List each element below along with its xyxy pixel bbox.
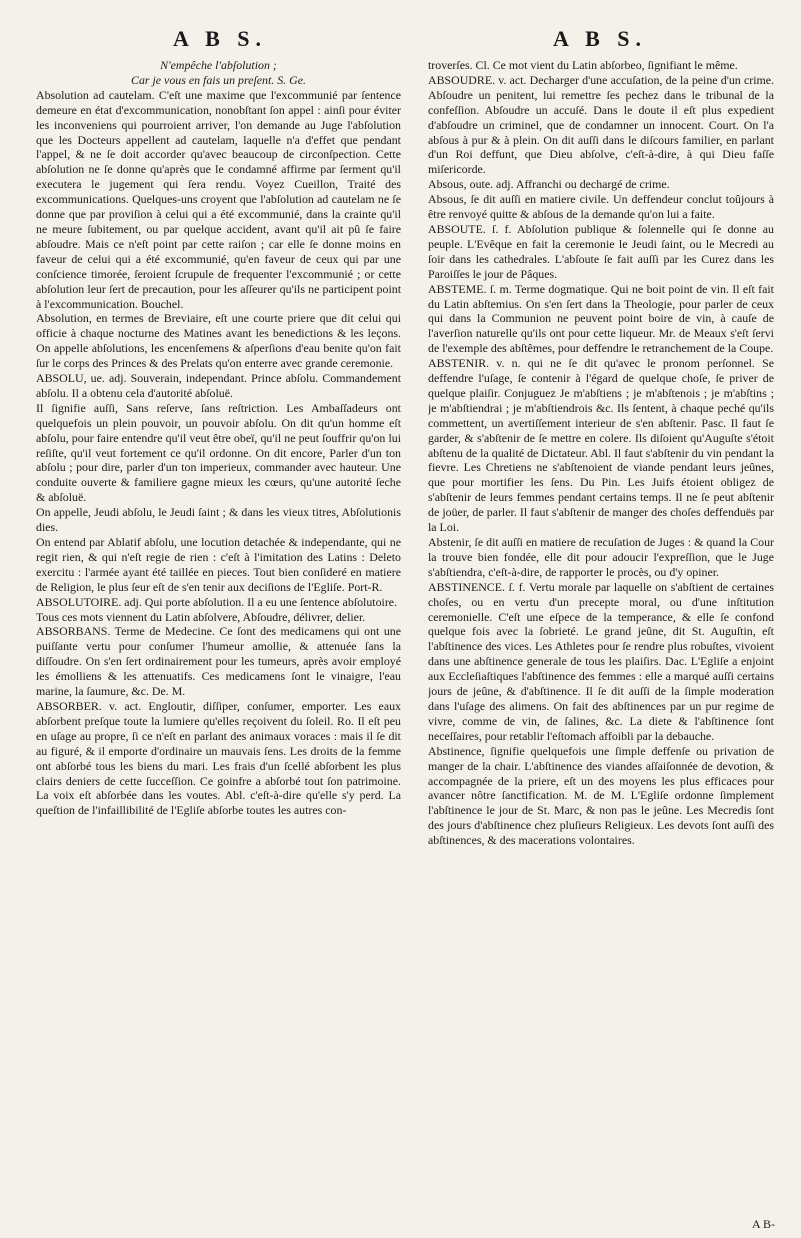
entry-absoute: ABSOUTE. ſ. f. Abſolution publique & ſolennelle qui ſe donne au peuple. L'Evêque en fait la ceremonie le Jeudi ſaint, ou le Mecredi au ſoir dans les cathedrales. L'abſoute ſe fait auſſi par les Curez dans les Paroiſſes le jour de Pâques. xyxy=(428,221,774,281)
verse-line: N'empêche l'abſolution ; xyxy=(160,58,277,72)
entry-absolu-sense: Il ſignifie auſſi, Sans reſerve, ſans reſtriction. Les Ambaſſadeurs ont quelquefois un plein pouvoir, un pouvoir abſolu. On dit qu'un homme eſt abſolu, pour faire entendre qu'il veut être obeï, qu'il ne peut ſouffrir qu'on lui reſiſte, qu'il veut fortement ce qu'il ordonne. On dit encore, Parler d'un ton abſolu ; pour dire, parler d'un ton imperieux, commander avec hauteur. Une conduite ouverte & familiere gagne mieux les cœurs, qu'une autorité ſeche & abſoluë. xyxy=(36,400,401,505)
running-head-right: A B S. xyxy=(552,26,648,51)
entry-absorber: ABSORBER. v. act. Engloutir, diſſiper, conſumer, emporter. Les eaux abſorbent preſque toute la lumiere qu'elles reçoivent du ſoleil. Ro. Il eſt peu en uſage au propre, ſi ce n'eſt en parlant des animaux voraces : mais il ſe dit au figuré, & il emporte d'ordinaire un mauvais ſens. Les droits de la femme ont abſorbé tous les biens du mari. Les frais d'un ſcellé abſorbent les plus clairs deniers de cette ſucceſſion. Ce goinfre a abſorbé tout ſon patrimoine. La voix eſt abſorbée dans les voutes. Abl. c'eſt-à-dire qu'elle s'y perd. La queſtion de l'infaillibilité de l'Egliſe abſorbe toutes les autres con- xyxy=(36,698,401,818)
entry-abstenir: ABSTENIR. v. n. qui ne ſe dit qu'avec le pronom perſonnel. Se deffendre l'uſage, ſe contenir à l'égard de quelque choſe, ſe priver de quelque plaiſir. Conjuguez Je m'abſtiens ; je m'abſtenois ; je m'abſtins ; je m'abſtiendrai ; je m'abſtiendrois &c. Ils ſentent, à chaque peché qu'ils commettent, un avertiſſement interieur de s'en abſtenir. Pasc. Il faut ſe garder, & s'abſtenir de ſe mettre en colere. Ils diſoient qu'Auguſte s'étoit abſtenu de la qualité de Dictateur. Abl. Il faut s'abſtenir du vin pendant la fievre. Les Chretiens ne s'abſtenoient de viande pendant leurs jeûnes, que pour mortifier les ſens. Du Pin. Les Juifs étoient obligez de s'abſtenir de leurs femmes pendant certains temps. Il ne ſe peut abſtenir de joüer, de parler. Il faut s'abſtenir de manger des choſes deffenduës par la Loi. xyxy=(428,356,774,535)
verse-line: Car je vous en fais un preſent. S. Ge. xyxy=(131,72,306,87)
entry-absoudre: ABSOUDRE. v. act. Decharger d'une accuſation, de la peine d'un crime. Abſoudre un penitent, lui remettre ſes pechez dans le tribunal de la confeſſion. Abſoudre un accuſé. Dans le doute il eſt plus expedient d'abſoudre un criminel, que de condamner un innocent. Court. On l'a abſous à pur & à plein. On dit auſſi dans le diſcours familier, en parlant d'un Roi deffunt, que Dieu abſolve, c'eſt-à-dire, à qui Dieu faſſe miſericorde. xyxy=(428,72,774,177)
running-head-left: A B S. xyxy=(172,26,268,51)
entry-absteme: ABSTEME. ſ. m. Terme dogmatique. Qui ne boit point de vin. Il eſt fait du Latin abſtemius. On s'en ſert dans la Theologie, pour parler de ceux qui dans la Communion ne peuvent point boire de vin, à cauſe de l'averſion naturelle qu'ils ont pour cette liqueur. Mr. de Meaux s'eſt ſervi de l'exemple des abſtêmes, pour deffendre le retranchement de la Coupe. xyxy=(428,281,774,356)
entry-abstenir-juges: Abstenir, ſe dit auſſi en matiere de recuſation de Juges : & quand la Cour la trouve bien fondée, elle dit pour adoucir l'expreſſion, que le Juge s'abſtiendra, c'eſt-à-dire, de rapporter le procès, ou d'y opiner. xyxy=(428,535,774,579)
left-column xyxy=(36,58,401,1228)
catchword: A B- xyxy=(751,1217,775,1231)
entry-absorber-cont: troverſes. Cl. Ce mot vient du Latin abſorbeo, ſignifiant le même. xyxy=(428,58,738,72)
entry-absous: Absous, oute. adj. Affranchi ou dechargé de crime. xyxy=(428,177,670,192)
entry-absolu: ABSOLU, ue. adj. Souverain, independant. Prince abſolu. Commandement abſolu. Il a obtenu cela d'autorité abſoluë. xyxy=(36,371,401,400)
entry-absolutoire: ABSOLUTOIRE. adj. Qui porte abſolution. Il a eu une ſentence abſolutoire. xyxy=(36,594,398,609)
entry-absolution-ad-cautelam: Absolution ad cautelam. C'eſt une maxime que l'excommunié par ſentence demeure en état d'excommunication, nonobſtant ſon appel : ainſi pour éviter les inconveniens qui pourroient arriver, l'on demande au Juge l'abſolution que les Docteurs appellent ad cautelam, laquelle n'a d'effet que pendant l'appel, & ne ſe doit accorder qu'avec beaucoup de circonſpection. Cette abſolution ne ſe donne qu'après que le condamné affirme par ſerment qu'il executera le jugement qui ſera rendu. Voyez Cueillon, Traité des excommunications. Quelques-uns croyent que l'abſolution ad cautelam ne ſe donne que par proviſion à celui qui a été excommunié, dans la crainte qu'il ne meure ſubitement, ou par quelque accident, avant qu'il ait pû ſe faire abſoudre. Mais ce n'eſt point par cette raiſon ; car elle ſe donne moins en faveur de celui qui a été excommunié, qu'en faveur de ceux qui par une conſcience timorée, ſeroient ſcrupule de frequenter l'excommunié ; or cette abſolution leur ſert de precaution, pour les aſſeurer qu'ils ne participent point à l'excommunication. Bouchel. xyxy=(36,87,401,311)
entry-absous-civil: Absous, ſe dit auſſi en matiere civile. Un deffendeur conclut toûjours à être renvoyé quitte & abſous de la demande qu'on lui a faite. xyxy=(428,192,774,222)
entry-jeudi-absolu: On appelle, Jeudi abſolu, le Jeudi ſaint ; & dans les vieux titres, Abſolutionis dies. xyxy=(36,505,401,535)
entry-etymology: Tous ces mots viennent du Latin abſolvere, Abſoudre, délivrer, delier. xyxy=(36,609,366,624)
entry-absorbans: ABSORBANS. Terme de Medecine. Ce ſont des medicamens qui ont une puiſſante vertu pour conſumer l'humeur amollie, & attenuée ſans la diſſoudre. On s'en ſert ordinairement pour les tumeurs, après avoir employé les émolliens & les attenuatifs. Ces medicamens ſont le vinaigre, l'eau marine, la ſaumure, &c. De. M. xyxy=(36,624,401,699)
entry-abstinence: ABSTINENCE. ſ. f. Vertu morale par laquelle on s'abſtient de certaines choſes, ou en vertu d'un precepte moral, ou d'une inſtitution ceremonielle. C'eſt une eſpece de la temperance, & elle ſe confond quelque fois avec la ſobrieté. Le grand jeûne, dit St. Auguſtin, eſt l'abſtinence des vices. Les Athletes pour ſe rendre plus robuſtes, vivoient dans une abſtinence generale de tous les plaiſirs. Dac. L'Egliſe a enjoint aux Eccleſiaſtiques l'abſtinence des femmes : elle a marqué auſſi certains jours de jeûne, & d'abſtinence. Il ſe dit auſſi de la ſimple moderation dans l'uſage des alimens. On fait des abſtinences par un pur regime de vivre, comme de vin, de ſalines, &c. La diete & l'abſtinence ſont neceſſaires, pour retablir l'eſtomach affoibli par la debauche. xyxy=(428,579,774,743)
entry-ablatif-absolu: On entend par Ablatif abſolu, une locution detachée & independante, qui ne regit rien, & qui n'eſt regie de rien : c'eſt à l'imitation des Latins : Deleto exercitu : l'armée ayant été taillée en pieces. Tout bien conſideré en matiere de Religion, le plus ſeur eſt de s'en tenir aux deciſions de l'Egliſe. Port-R. xyxy=(36,535,401,594)
entry-abstinence-chair: Abstinence, ſignifie quelquefois une ſimple deffenſe ou privation de manger de la chair. L'abſtinence des viandes aſſaiſonnée de devotion, & accompagnée de la priere, eſt un des moyens les plus efficaces pour avancer nôtre ſanctification. M. de M. L'Egliſe ordonne ſimplement l'abſtinence le jour de St. Marc, & non pas le jeûne. Les Mecredis ſont des jours d'abſtinence chez pluſieurs Religieux. Les devots ſont auſſi des abſtinences, & des macerations volontaires. xyxy=(428,743,774,848)
entry-absolution-breviaire: Absolution, en termes de Breviaire, eſt une courte priere que dit celui qui officie à chaque nocturne des Matines avant les benedictions & les leçons. On appelle abſolutions, les encenſemens & aſperſions d'eau benite qu'on fait ſur le corps des Princes & des Prelats qu'on enterre avec grande ceremonie. xyxy=(36,311,401,371)
right-column xyxy=(428,58,774,1228)
